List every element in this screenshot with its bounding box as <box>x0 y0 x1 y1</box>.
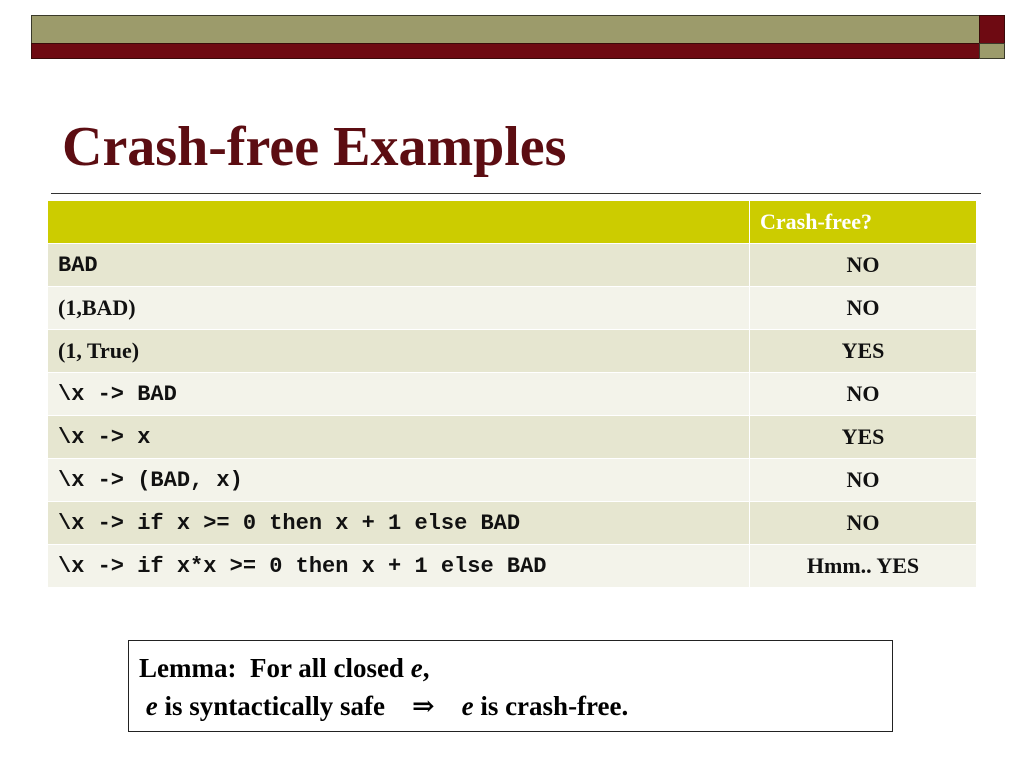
title-divider <box>51 193 981 194</box>
table-row <box>48 287 977 330</box>
lemma-box <box>128 640 893 732</box>
corner-square-red <box>979 15 1005 44</box>
crash-free-answer: NO <box>750 502 977 545</box>
header-crash-free: Crash-free? <box>750 201 977 244</box>
expression-cell: \x -> BAD <box>48 373 750 416</box>
table-row <box>48 373 977 416</box>
lemma-line-1 <box>139 649 882 687</box>
table-row <box>48 244 977 287</box>
lemma-conclusion: is crash-free. <box>473 691 629 721</box>
crash-free-answer: Hmm.. YES <box>750 545 977 588</box>
expression-cell: (1, True) <box>48 330 750 373</box>
corner-square-olive <box>979 43 1005 59</box>
lemma-line-2 <box>139 687 882 725</box>
crash-free-answer: NO <box>750 373 977 416</box>
slide-title: Crash-free Examples <box>62 116 567 178</box>
lemma-var-e: e <box>410 653 423 683</box>
expression-cell: \x -> if x >= 0 then x + 1 else BAD <box>48 502 750 545</box>
expression-cell: \x -> x <box>48 416 750 459</box>
top-band-olive <box>31 15 980 44</box>
crash-free-answer: NO <box>750 244 977 287</box>
lemma-var-e: e <box>145 691 158 721</box>
table-row <box>48 330 977 373</box>
crash-free-answer: YES <box>750 330 977 373</box>
expression-cell: (1,BAD) <box>48 287 750 330</box>
header-expression <box>48 201 750 244</box>
lemma-comma: , <box>422 653 430 683</box>
crash-free-answer: NO <box>750 459 977 502</box>
table-row <box>48 459 977 502</box>
expression-cell: \x -> if x*x >= 0 then x + 1 else BAD <box>48 545 750 588</box>
lemma-var-e: e <box>461 691 474 721</box>
table-row <box>48 416 977 459</box>
lemma-implication: is syntactically safe ⇒ <box>157 691 462 721</box>
table-row <box>48 545 977 588</box>
table-row <box>48 502 977 545</box>
expression-cell: BAD <box>48 244 750 287</box>
crash-free-answer: NO <box>750 287 977 330</box>
examples-table <box>47 200 977 588</box>
crash-free-answer: YES <box>750 416 977 459</box>
table-header-row <box>48 201 977 244</box>
top-band-red <box>31 43 980 59</box>
lemma-prefix: Lemma: For all closed <box>139 653 411 683</box>
expression-cell: \x -> (BAD, x) <box>48 459 750 502</box>
